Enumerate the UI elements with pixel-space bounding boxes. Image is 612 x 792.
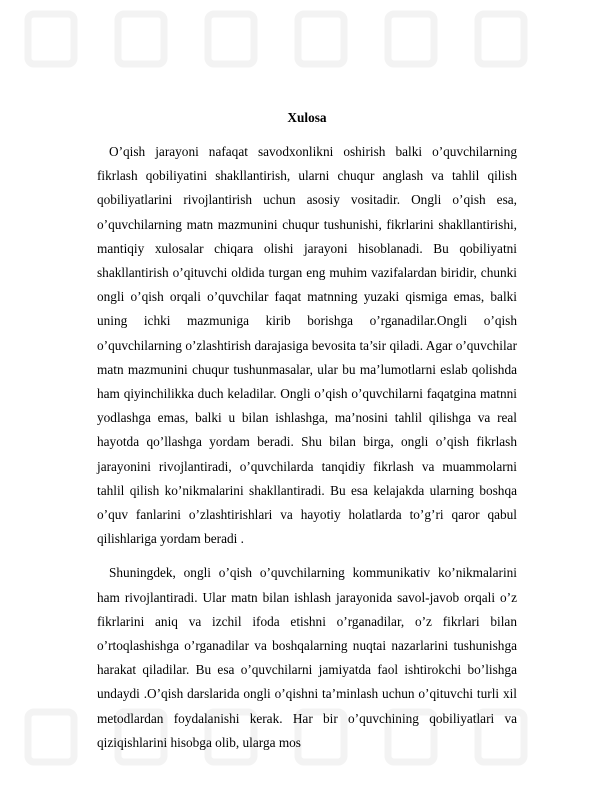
document-page [97,106,517,755]
paragraph-2: Shuningdek, ongli o’qish o’quvchilarning kommunikativ ko’nikmalarini ham rivojlantiradi. Ular matn bilan ishlash jarayonida savol-javob orqali o’z fikrlarini aniq va izchil ifoda etishni o’rganadilar, o’z fikrlari bilan o’rtoqlashishga o’rganadilar va boshqalarning nuqtai nazarlarini tushunishga harakat qiladilar. Bu esa o’quvchilarni jamiyatda faol ishtirokchi bo’lishga undaydi .O’qish darslarida ongli o’qishni ta’minlash uchun o’qituvchi turli xil metodlardan foydalanishi kerak. Har bir o’quvchining qobiliyatlari va qiziqishlarini hisobga olib, ularga mos [97,565,517,750]
paragraph-1: O’qish jarayoni nafaqat savodxonlikni oshirish balki o’quvchilarning fikrlash qobiliyatini shakllantirish, ularni chuqur anglash va tahlil qilish qobiliyatlarini rivojlantirish uchun asosiy vositadir. Ongli o’qish esa, o’quvchilarning matn mazmunini chuqur tushunishi, fikrlarini shakllantirishi, mantiqiy xulosalar chiqara olishi jarayoni hisoblanadi. Bu qobiliyatni shakllantirish o’qituvchi oldida turgan eng muhim vazifalardan biridir, chunki ongli o’qish orqali o’quvchilar faqat matnning yuzaki qismiga emas, balki uning ichki mazmuniga kirib borishga o’rganadilar.Ongli o’qish o’quvchilarning o’zlashtirish darajasiga bevosita ta’sir qiladi. Agar o’quvchilar matn mazmunini chuqur tushunmasalar, ular bu ma’lumotlarni eslab qolishda ham qiyinchilikka duch keladilar. Ongli o’qish o’quvchilarni faqatgina matnni yodlashga emas, balki u bilan ishlashga, ma’nosini tahlil qilishga va real hayotda qo’llashga yordam beradi. Shu bilan birga, ongli o’qish fikrlash jarayonini rivojlantiradi, o’quvchilarda tanqidiy fikrlash va muammolarni tahlil qilish ko’nikmalarini shakllantiradi. Bu esa kelajakda ularning boshqa o’quv fanlarini o’zlashtirishlari va hayotiy holatlarda to’g’ri qaror qabul qilishlariga yordam beradi . [97,144,517,547]
page-title: Xulosa [287,110,327,125]
paragraph-spacing [97,551,517,561]
title-spacing [97,130,517,140]
